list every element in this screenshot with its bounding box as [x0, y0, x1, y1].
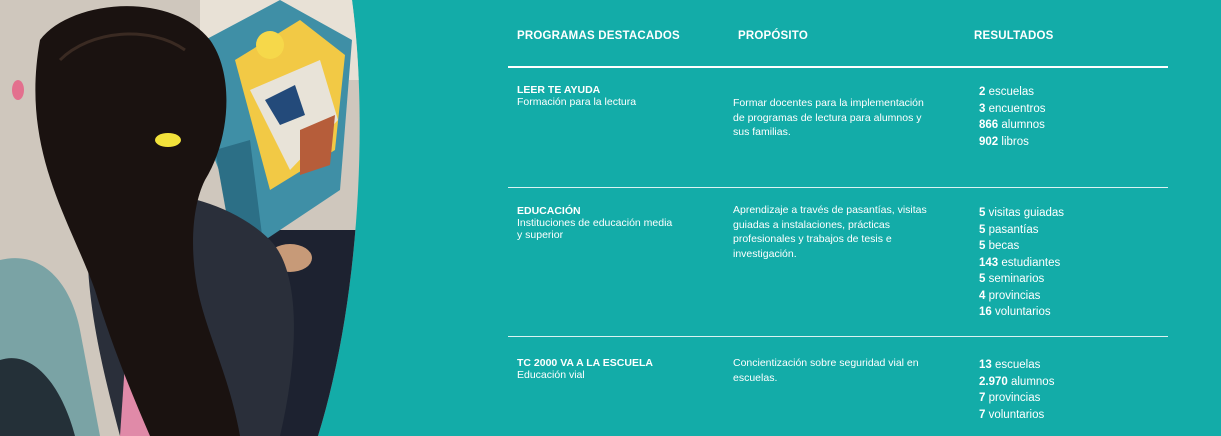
result-label: provincias: [988, 289, 1041, 302]
result-item: [979, 205, 1159, 222]
program-name: LEER TE AYUDA: [517, 84, 601, 96]
result-value: 5: [979, 240, 986, 252]
program-results: [979, 205, 1159, 321]
program-subtitle: Formación para la lectura: [517, 96, 637, 108]
header-results: RESULTADOS: [974, 30, 1054, 42]
program-name: EDUCACIÓN: [517, 205, 581, 217]
row-divider: [508, 336, 1168, 337]
result-value: 2.970: [979, 375, 1008, 388]
result-value: 7: [979, 408, 986, 421]
result-value: 866: [979, 119, 999, 131]
result-label: becas: [988, 240, 1020, 252]
result-value: 13: [979, 359, 992, 371]
program-purpose: Aprendizaje a través de pasantías, visitas guiadas a instalaciones, prácticas profesionales y trabajos de tesis e investigación.: [733, 204, 927, 260]
programs-table: [508, 0, 1168, 436]
result-label: escuelas: [988, 86, 1034, 98]
result-label: provincias: [988, 392, 1041, 404]
result-item: [979, 390, 1159, 407]
result-item: [979, 288, 1159, 305]
program-subtitle: Educación vial: [517, 369, 585, 381]
result-item: [979, 304, 1159, 321]
result-label: pasantías: [988, 223, 1039, 236]
program-cell: [517, 357, 707, 381]
result-item: [979, 255, 1159, 272]
program-purpose: Formar docentes para la implementación de programas de lectura para alumnos y sus familias.: [733, 97, 924, 138]
result-item: [979, 117, 1159, 134]
result-label: encuentros: [988, 102, 1046, 115]
result-item: [979, 357, 1159, 374]
result-item: [979, 407, 1159, 424]
result-label: estudiantes: [1001, 256, 1061, 269]
result-value: 7: [979, 392, 986, 404]
result-item: [979, 271, 1159, 288]
result-item: [979, 374, 1159, 391]
result-value: 902: [979, 135, 999, 148]
result-label: alumnos: [1001, 119, 1045, 131]
program-subtitle: Instituciones de educación media y superior: [517, 217, 673, 241]
result-label: voluntarios: [995, 306, 1051, 318]
result-value: 143: [979, 256, 999, 269]
result-label: voluntarios: [988, 408, 1045, 421]
result-item: [979, 134, 1159, 151]
result-label: visitas guiadas: [988, 207, 1065, 219]
program-results: [979, 357, 1159, 423]
result-value: 2: [979, 86, 986, 98]
header-purpose: PROPÓSITO: [738, 30, 808, 42]
result-value: 4: [979, 289, 986, 302]
result-value: 3: [979, 102, 986, 115]
result-label: libros: [1001, 135, 1029, 148]
program-name: TC 2000 VA A LA ESCUELA: [517, 357, 653, 369]
header-programs: PROGRAMAS DESTACADOS: [517, 30, 680, 42]
result-label: escuelas: [995, 359, 1041, 371]
row-divider: [508, 187, 1168, 188]
program-cell: [517, 205, 707, 241]
result-value: 5: [979, 223, 986, 236]
result-item: [979, 84, 1159, 101]
photo-girl-reading: [0, 0, 360, 436]
result-item: [979, 238, 1159, 255]
program-purpose: Concientización sobre seguridad vial en escuelas.: [733, 357, 919, 384]
result-item: [979, 101, 1159, 118]
result-value: 5: [979, 273, 986, 285]
program-results: [979, 84, 1159, 150]
result-label: seminarios: [988, 273, 1045, 285]
header-divider: [508, 66, 1168, 68]
result-label: alumnos: [1010, 375, 1055, 388]
result-item: [979, 222, 1159, 239]
program-cell: [517, 84, 707, 108]
result-value: 5: [979, 207, 986, 219]
result-value: 16: [979, 306, 992, 318]
